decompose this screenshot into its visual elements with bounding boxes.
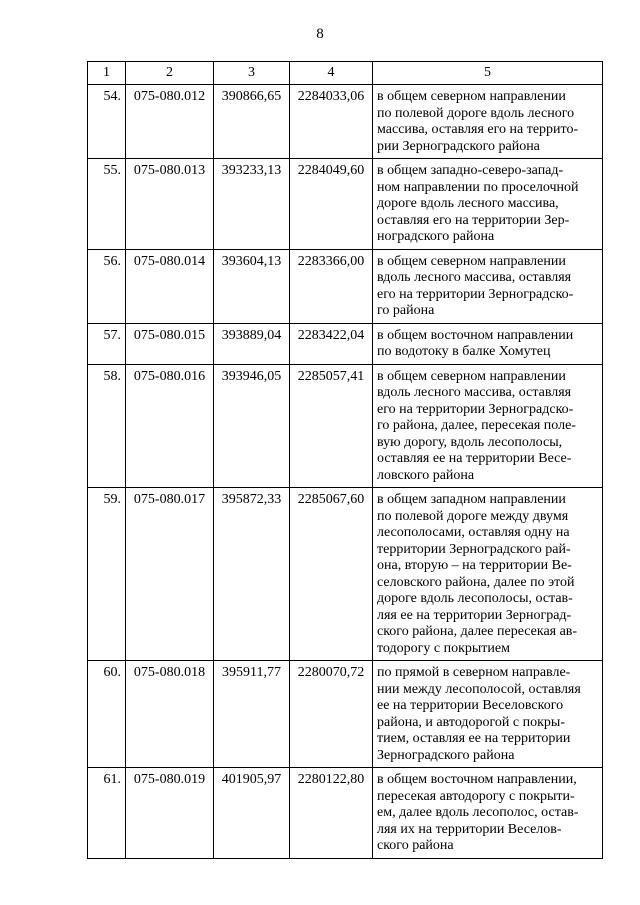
row-number: 54. bbox=[88, 85, 126, 159]
boundary-description bbox=[373, 323, 603, 364]
description-line: рии Зерноградского района bbox=[377, 138, 540, 154]
point-code: 075-080.019 bbox=[126, 768, 214, 859]
header-col-2: 2 bbox=[126, 62, 214, 85]
description-line: оставляя ее на территории Весе- bbox=[377, 451, 572, 466]
boundary-description bbox=[373, 768, 603, 859]
description-line: в общем северном направлении bbox=[377, 253, 566, 269]
description-line: по полевой дороге вдоль лесного bbox=[377, 105, 575, 121]
coordinate-y: 2280122,80 bbox=[290, 768, 373, 859]
description-line: тием, оставляя ее на территории bbox=[377, 731, 571, 746]
point-code: 075-080.017 bbox=[126, 488, 214, 661]
coordinate-x: 395911,77 bbox=[214, 661, 290, 768]
row-number: 58. bbox=[88, 364, 126, 488]
description-line: пересекая автодорогу с покрыти- bbox=[377, 788, 575, 804]
description-line: ее на территории Веселовского bbox=[377, 698, 564, 713]
coordinate-y: 2283422,04 bbox=[290, 323, 373, 364]
description-line: территории Зерноградского рай- bbox=[377, 541, 571, 557]
point-code: 075-080.016 bbox=[126, 364, 214, 488]
description-line: ном направлении по проселочной bbox=[377, 179, 579, 195]
description-line: его на территории Зерноградско- bbox=[377, 401, 574, 417]
description-line: ляя их на территории Веселов- bbox=[377, 821, 562, 837]
coordinate-y: 2284049,60 bbox=[290, 159, 373, 250]
description-line: селовского района, далее по этой bbox=[377, 574, 575, 590]
description-line: вдоль лесного массива, оставляя bbox=[377, 270, 572, 285]
boundary-table bbox=[87, 61, 603, 859]
point-code: 075-080.015 bbox=[126, 323, 214, 364]
table-row bbox=[88, 768, 603, 859]
coordinate-x: 393946,05 bbox=[214, 364, 290, 488]
description-line: ноградского района bbox=[377, 229, 495, 244]
coordinate-y: 2280070,72 bbox=[290, 661, 373, 768]
description-line: в общем северном направлении bbox=[377, 89, 566, 104]
row-number: 60. bbox=[88, 661, 126, 768]
coordinate-y: 2285067,60 bbox=[290, 488, 373, 661]
header-col-1: 1 bbox=[88, 62, 126, 85]
table-row bbox=[88, 661, 603, 768]
boundary-description bbox=[373, 364, 603, 488]
coordinate-y: 2283366,00 bbox=[290, 249, 373, 323]
header-col-5: 5 bbox=[373, 62, 603, 85]
coordinate-x: 401905,97 bbox=[214, 768, 290, 859]
table-row bbox=[88, 364, 603, 488]
point-code: 075-080.013 bbox=[126, 159, 214, 250]
point-code: 075-080.014 bbox=[126, 249, 214, 323]
table-row bbox=[88, 159, 603, 250]
point-code: 075-080.018 bbox=[126, 661, 214, 768]
table-header-row bbox=[88, 62, 603, 85]
description-line: дороге вдоль лесного массива, bbox=[377, 196, 559, 211]
description-line: по полевой дороге между двумя bbox=[377, 508, 569, 524]
description-line: Зерноградского района bbox=[377, 747, 515, 763]
description-line: по прямой в северном направле- bbox=[377, 665, 571, 680]
table-row bbox=[88, 249, 603, 323]
coordinate-x: 393604,13 bbox=[214, 249, 290, 323]
description-line: ского района, далее пересекая ав- bbox=[377, 624, 578, 639]
description-line: ловского района bbox=[377, 467, 475, 483]
description-line: массива, оставляя его на террито- bbox=[377, 122, 579, 137]
table-row bbox=[88, 323, 603, 364]
description-line: по водотоку в балке Хомутец bbox=[377, 344, 551, 359]
description-line: лесополосами, оставляя одну на bbox=[377, 525, 570, 540]
description-line: вдоль лесного массива, оставляя bbox=[377, 385, 572, 400]
description-line: в общем западном направлении bbox=[377, 492, 566, 507]
description-line: нии между лесополосой, оставляя bbox=[377, 681, 581, 697]
description-line: его на территории Зерноградско- bbox=[377, 286, 574, 302]
description-line: тодорогу с покрытием bbox=[377, 640, 510, 656]
coordinate-x: 393233,13 bbox=[214, 159, 290, 250]
row-number: 57. bbox=[88, 323, 126, 364]
boundary-description bbox=[373, 159, 603, 250]
description-line: в общем восточном направлении bbox=[377, 327, 574, 343]
boundary-description bbox=[373, 661, 603, 768]
description-line: го района, далее, пересекая поле- bbox=[377, 418, 576, 433]
description-line: в общем западно-северо-запад- bbox=[377, 163, 564, 178]
description-line: вую дорогу, вдоль лесополосы, bbox=[377, 434, 563, 450]
boundary-description bbox=[373, 249, 603, 323]
boundary-description bbox=[373, 85, 603, 159]
coordinate-x: 390866,65 bbox=[214, 85, 290, 159]
table-row bbox=[88, 488, 603, 661]
coordinate-y: 2284033,06 bbox=[290, 85, 373, 159]
description-line: дороге вдоль лесополосы, остав- bbox=[377, 591, 573, 606]
coordinate-y: 2285057,41 bbox=[290, 364, 373, 488]
description-line: района, и автодорогой с покры- bbox=[377, 714, 565, 730]
coordinate-x: 395872,33 bbox=[214, 488, 290, 661]
description-line: ского района bbox=[377, 838, 454, 853]
row-number: 59. bbox=[88, 488, 126, 661]
header-col-3: 3 bbox=[214, 62, 290, 85]
point-code: 075-080.012 bbox=[126, 85, 214, 159]
description-line: ляя ее на территории Зерноград- bbox=[377, 607, 572, 623]
description-line: в общем северном направлении bbox=[377, 368, 566, 384]
row-number: 61. bbox=[88, 768, 126, 859]
description-line: в общем восточном направлении, bbox=[377, 772, 577, 787]
header-col-4: 4 bbox=[290, 62, 373, 85]
row-number: 56. bbox=[88, 249, 126, 323]
coordinate-x: 393889,04 bbox=[214, 323, 290, 364]
row-number: 55. bbox=[88, 159, 126, 250]
description-line: оставляя его на территории Зер- bbox=[377, 212, 570, 228]
table-row bbox=[88, 85, 603, 159]
boundary-description bbox=[373, 488, 603, 661]
description-line: она, вторую – на территории Ве- bbox=[377, 558, 572, 573]
description-line: ем, далее вдоль лесополос, остав- bbox=[377, 805, 579, 820]
page-number: 8 bbox=[316, 26, 324, 42]
description-line: го района bbox=[377, 303, 435, 318]
